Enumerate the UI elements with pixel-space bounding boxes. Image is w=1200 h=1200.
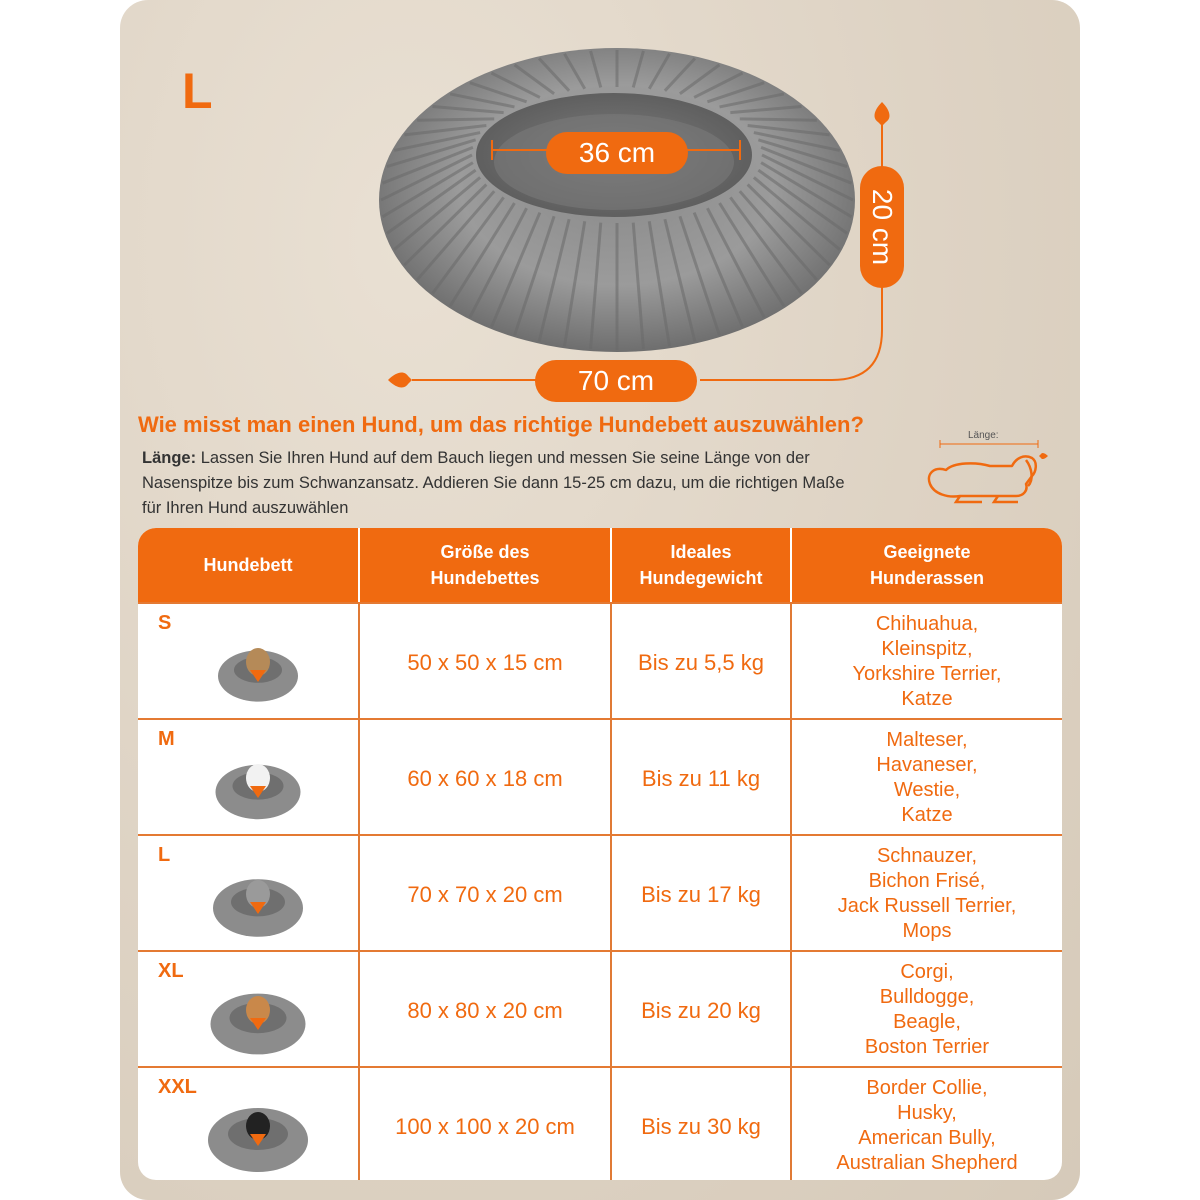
- row-breeds: [792, 1068, 1062, 1180]
- header-gewicht-text: Ideales Hundegewicht: [639, 542, 763, 588]
- row-breeds: [792, 720, 1062, 836]
- breed-item: Yorkshire Terrier,: [852, 663, 1002, 685]
- infographic-card: [120, 0, 1080, 1200]
- table-row: [138, 718, 1062, 836]
- bed-rib-line: [740, 119, 817, 120]
- heart-arrow-up-icon: [875, 102, 890, 126]
- bed-with-dog-thumbnail: [198, 740, 318, 830]
- row-size-label: L: [158, 844, 171, 866]
- bed-with-dog-thumbnail: [198, 856, 318, 946]
- row-size-label: S: [158, 612, 172, 634]
- table-row: [138, 1066, 1062, 1180]
- row-breeds: [792, 604, 1062, 720]
- measure-text: Lassen Sie Ihren Hund auf dem Bauch liegen und messen Sie seine Länge von der Nasenspitze bis zum Schwanzansatz. Addieren Sie dann 15-25 cm dazu, um die richtigen Maße für Ihren Hund auszuwählen: [142, 449, 845, 517]
- size-letter: L: [182, 63, 213, 119]
- breed-item: Westie,: [893, 779, 961, 801]
- table-row: [138, 950, 1062, 1068]
- height-label: [860, 166, 904, 288]
- row-weight: Bis zu 5,5 kg: [638, 649, 764, 675]
- breed-item: Chihuahua,: [875, 613, 979, 635]
- row-size-label: XL: [158, 960, 184, 982]
- header-rassen-text: Geeignete Hunderassen: [869, 542, 985, 588]
- breed-item: American Bully,: [858, 1127, 996, 1149]
- row-breeds: [792, 836, 1062, 952]
- row-weight: Bis zu 11 kg: [641, 765, 761, 791]
- height-text: 20 cm: [867, 188, 898, 266]
- row-size-label: XXL: [158, 1076, 197, 1098]
- breed-item: Boston Terrier: [864, 1036, 990, 1058]
- row-weight: Bis zu 20 kg: [641, 997, 761, 1023]
- length-label: 70 cm: [535, 360, 697, 402]
- hero-section: [120, 0, 1080, 410]
- breed-item: Mops: [902, 920, 952, 942]
- header-divider: [790, 528, 792, 602]
- breed-item: Border Collie,: [866, 1077, 988, 1099]
- row-size-label: M: [158, 728, 175, 750]
- header-divider: [610, 528, 612, 602]
- dog-bed-illustration: [120, 0, 1080, 410]
- bed-with-dog-thumbnail: [198, 624, 318, 714]
- row-dimensions: 60 x 60 x 18 cm: [407, 765, 563, 791]
- dog-lying-outline-icon: [920, 424, 1052, 508]
- breed-item: Katze: [901, 804, 953, 826]
- header-groesse-text: Größe des Hundebettes: [430, 542, 540, 588]
- breed-item: Malteser,: [886, 729, 968, 751]
- breed-item: Husky,: [897, 1102, 957, 1124]
- header-gewicht: [612, 528, 790, 602]
- row-dimensions: 80 x 80 x 20 cm: [407, 997, 563, 1023]
- breed-item: Jack Russell Terrier,: [837, 895, 1017, 917]
- bed-with-dog-thumbnail: [198, 1088, 318, 1178]
- table-row: [138, 602, 1062, 720]
- size-table: [138, 528, 1062, 1180]
- row-dimensions: 70 x 70 x 20 cm: [407, 881, 563, 907]
- measure-label: Länge:: [142, 449, 197, 467]
- breed-item: Australian Shepherd: [836, 1152, 1018, 1174]
- bed-with-dog-thumbnail: [198, 972, 318, 1062]
- breed-item: Bulldogge,: [879, 986, 975, 1008]
- measure-description: [142, 446, 862, 521]
- heart-arrow-left-icon: [388, 373, 412, 388]
- breed-item: Beagle,: [893, 1011, 961, 1033]
- breed-item: Havaneser,: [876, 754, 978, 776]
- breed-item: Katze: [901, 688, 953, 710]
- breed-item: Corgi,: [900, 961, 954, 983]
- breed-item: Schnauzer,: [876, 845, 978, 867]
- row-breeds: [792, 952, 1062, 1068]
- row-weight: Bis zu 30 kg: [641, 1113, 761, 1139]
- row-dimensions: 50 x 50 x 15 cm: [407, 649, 563, 675]
- measure-heading: Wie misst man einen Hund, um das richtige Hundebett auszuwählen?: [138, 412, 864, 437]
- table-row: [138, 834, 1062, 952]
- breed-item: Kleinspitz,: [881, 638, 973, 660]
- inner-diameter-label: 36 cm: [546, 132, 688, 174]
- breed-item: Bichon Frisé,: [868, 870, 986, 892]
- header-groesse: [360, 528, 610, 602]
- table-header: [138, 528, 1062, 602]
- header-hundebett: Hundebett: [203, 555, 293, 575]
- header-rassen: [792, 528, 1062, 602]
- row-weight: Bis zu 17 kg: [641, 881, 761, 907]
- dog-icon-length-label: Länge:: [968, 430, 999, 441]
- header-divider: [358, 528, 360, 602]
- row-dimensions: 100 x 100 x 20 cm: [395, 1113, 575, 1139]
- bed-rib-line: [417, 119, 494, 120]
